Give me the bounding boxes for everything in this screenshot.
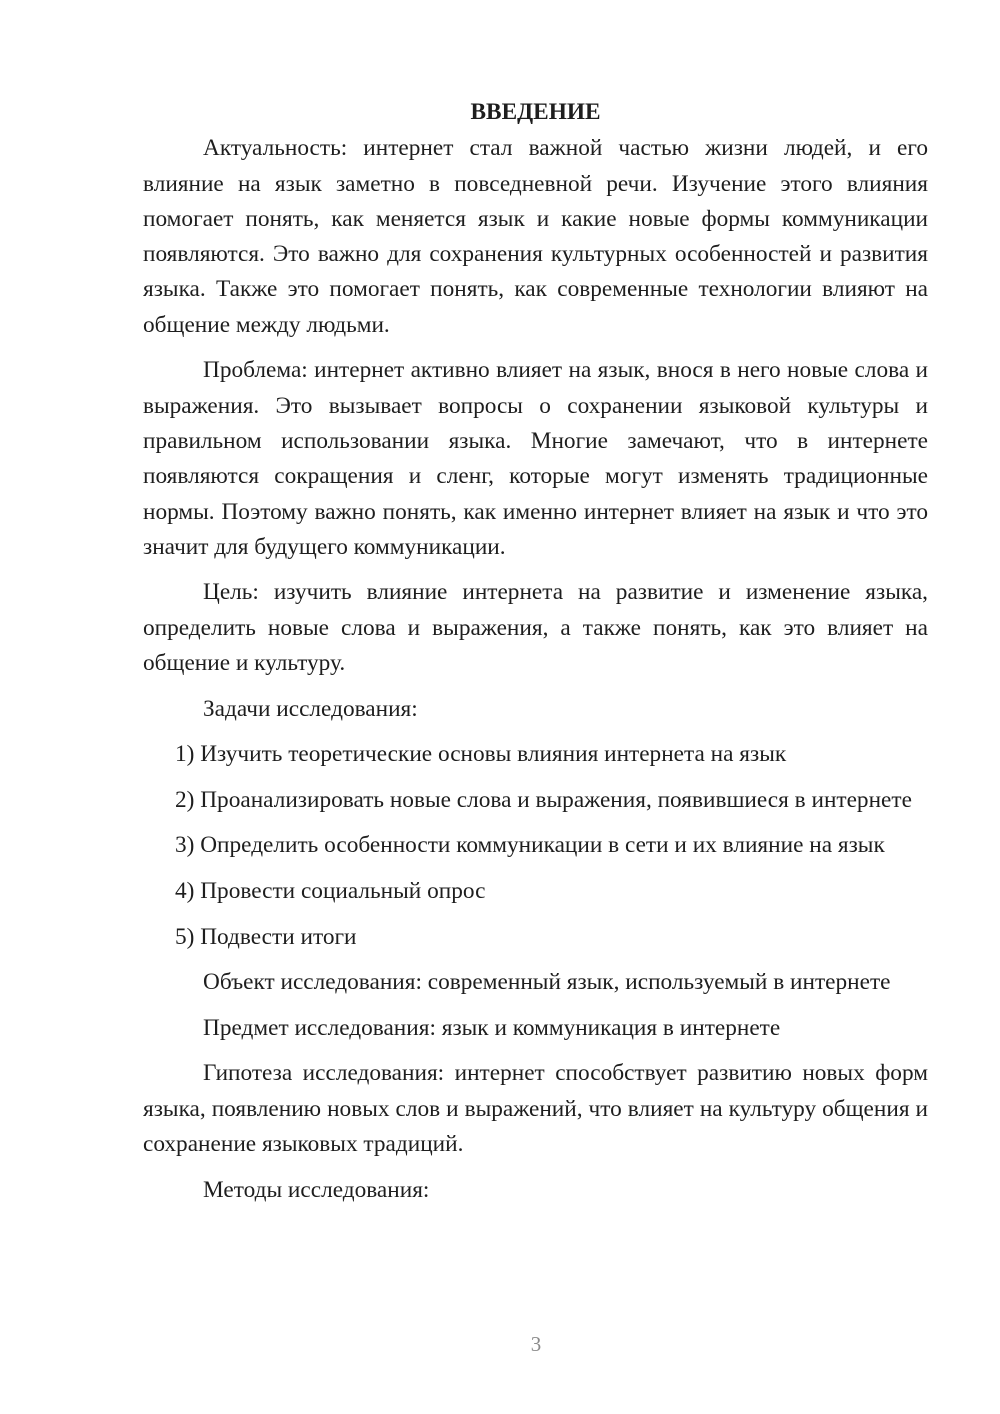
task-item-2: 2) Проанализировать новые слова и выражения, появившиеся в интернете	[175, 786, 912, 813]
paragraph-tasks-heading: Задачи исследования:	[203, 695, 418, 722]
paragraph-relevance: Актуальность: интернет стал важной частью жизни людей, и его влияние на язык заметно в повседневной речи. Изучение этого влияния помогает понять, как меняется язык и какие новые формы коммуникации появляются. Это важно для сохранения культурных особенностей и развития языка. Также это помогает понять, как современные технологии влияют на общение между людьми.	[143, 135, 928, 338]
task-item-4: 4) Провести социальный опрос	[175, 878, 486, 905]
task-item-1: 1) Изучить теоретические основы влияния интернета на язык	[175, 741, 787, 768]
page-number: 3	[530, 1332, 542, 1356]
paragraph-methods: Методы исследования:	[203, 1176, 430, 1203]
task-item-3: 3) Определить особенности коммуникации в сети и их влияние на язык	[175, 832, 885, 859]
paragraph-problem: Проблема: интернет активно влияет на язык, внося в него новые слова и выражения. Это вызывает вопросы о сохранении языковой культуры и правильном использовании языка. Многие замечают, что в интернете появляются сокращения и сленг, которые могут изменять традиционные нормы. Поэтому важно понять, как именно интернет влияет на язык и что это значит для будущего коммуникации.	[143, 357, 928, 560]
paragraph-goal: Цель: изучить влияние интернета на развитие и изменение языка, определить новые слова и выражения, а также понять, как это влияет на общение и культуру.	[143, 579, 928, 677]
paragraph-hypothesis: Гипотеза исследования: интернет способствует развитию новых форм языка, появлению новых слов и выражений, что влияет на культуру общения и сохранение языковых традиций.	[143, 1060, 928, 1157]
task-item-5: 5) Подвести итоги	[175, 923, 357, 950]
section-title: ВВЕДЕНИЕ	[470, 99, 601, 125]
paragraph-object: Объект исследования: современный язык, используемый в интернете	[203, 969, 891, 996]
paragraph-subject: Предмет исследования: язык и коммуникация в интернете	[203, 1014, 781, 1041]
